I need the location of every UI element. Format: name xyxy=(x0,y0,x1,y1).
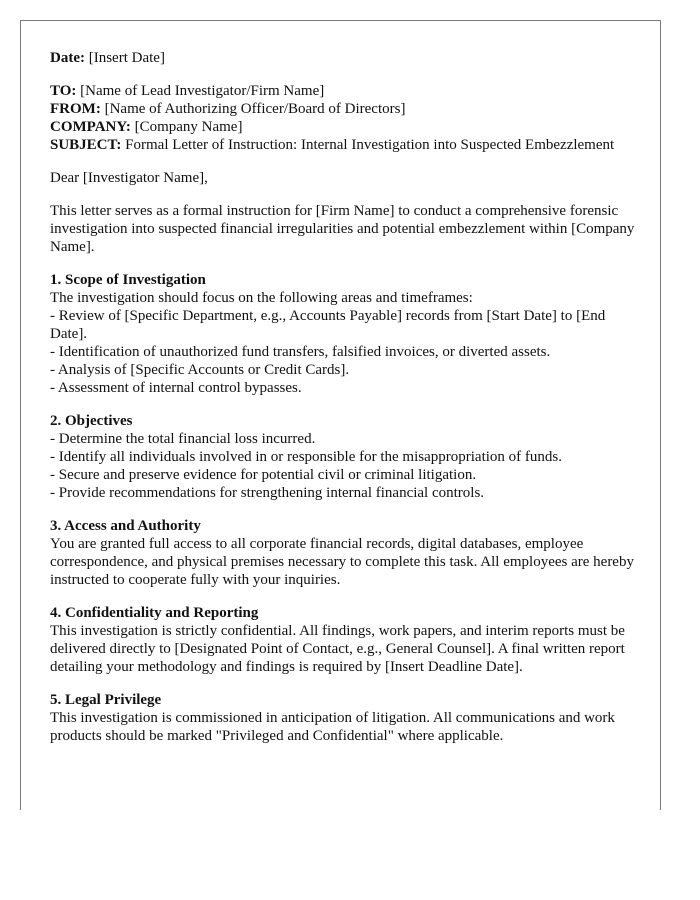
letter-page xyxy=(20,20,661,810)
company-value: [Company Name] xyxy=(130,119,243,135)
subject-label: SUBJECT: xyxy=(50,137,122,153)
intro-paragraph: This letter serves as a formal instruction for [Firm Name] to conduct a comprehensive forensic investigation into suspected financial irregularities and potential embezzlement within [Company Name]. xyxy=(50,203,635,255)
section-privilege xyxy=(50,691,640,745)
section-body: This investigation is strictly confidential. All findings, work papers, and interim reports must be delivered directly to [Designated Point of Contact, e.g., General Counsel]. A final written report detailing your methodology and findings is required by [Insert Deadline Date]. xyxy=(50,623,625,675)
date-line xyxy=(50,49,640,67)
section-title: 3. Access and Authority xyxy=(50,518,201,534)
salutation: Dear [Investigator Name], xyxy=(50,170,208,186)
section-title: 4. Confidentiality and Reporting xyxy=(50,605,259,621)
section-confidentiality xyxy=(50,604,640,676)
letter-content xyxy=(50,49,640,760)
date-label: Date: xyxy=(50,50,85,66)
section-title: 1. Scope of Investigation xyxy=(50,272,206,288)
list-item: - Assessment of internal control bypasses. xyxy=(50,380,302,396)
to-label: TO: xyxy=(50,83,77,99)
letter-header xyxy=(50,82,640,154)
from-line xyxy=(50,100,640,118)
section-title: 2. Objectives xyxy=(50,413,133,429)
section-body: You are granted full access to all corporate financial records, digital databases, employee correspondence, and physical premises necessary to complete this task. All employees are hereby instructed to cooperate fully with your inquiries. xyxy=(50,536,634,588)
section-objectives xyxy=(50,412,640,502)
from-value: [Name of Authorizing Officer/Board of Directors] xyxy=(100,101,406,117)
to-value: [Name of Lead Investigator/Firm Name] xyxy=(76,83,325,99)
list-item: - Identify all individuals involved in or responsible for the misappropriation of funds. xyxy=(50,449,562,465)
company-label: COMPANY: xyxy=(50,119,131,135)
list-item: - Secure and preserve evidence for potential civil or criminal litigation. xyxy=(50,467,477,483)
section-intro: The investigation should focus on the following areas and timeframes: xyxy=(50,290,473,306)
subject-value: Formal Letter of Instruction: Internal Investigation into Suspected Embezzlement xyxy=(121,137,615,153)
section-title: 5. Legal Privilege xyxy=(50,692,162,708)
section-scope xyxy=(50,271,640,397)
from-label: FROM: xyxy=(50,101,101,117)
list-item: - Determine the total financial loss incurred. xyxy=(50,431,316,447)
date-value: [Insert Date] xyxy=(84,50,165,66)
company-line xyxy=(50,118,640,136)
list-item: - Review of [Specific Department, e.g., Accounts Payable] records from [Start Date] to [End Date]. xyxy=(50,308,606,342)
to-line xyxy=(50,82,640,100)
section-body: This investigation is commissioned in anticipation of litigation. All communications and work products should be marked "Privileged and Confidential" where applicable. xyxy=(50,710,615,744)
list-item: - Analysis of [Specific Accounts or Credit Cards]. xyxy=(50,362,350,378)
subject-line xyxy=(50,136,640,154)
list-item: - Identification of unauthorized fund transfers, falsified invoices, or diverted assets. xyxy=(50,344,551,360)
list-item: - Provide recommendations for strengthening internal financial controls. xyxy=(50,485,485,501)
section-access xyxy=(50,517,640,589)
